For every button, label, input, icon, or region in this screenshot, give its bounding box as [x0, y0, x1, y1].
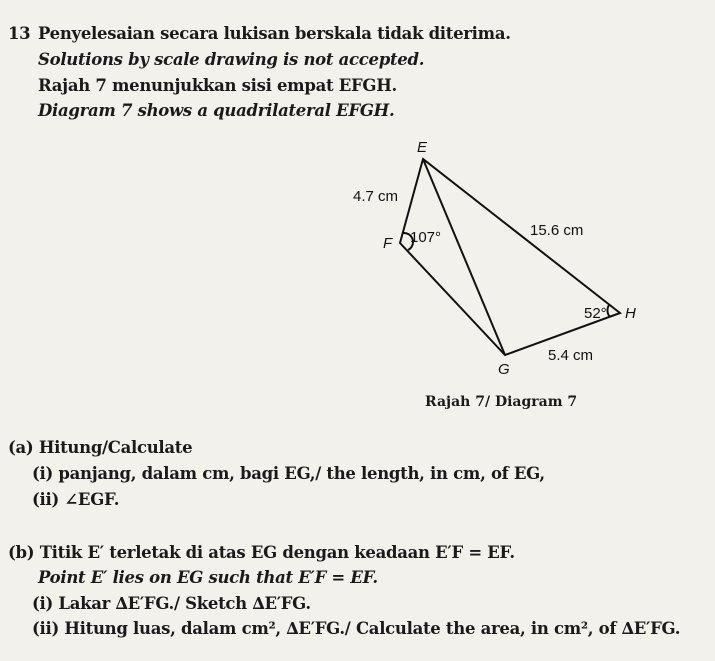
part-b-i: (i) Lakar ∆E′FG./ Sketch ∆E′FG. [32, 594, 311, 613]
vertex-f: F [383, 235, 393, 252]
angle-h-arc [607, 305, 610, 317]
vertex-g: G [498, 361, 510, 378]
part-a-i: (i) panjang, dalam cm, bagi EG,/ the length, in cm, of EG, [32, 464, 545, 483]
label-gh: 5.4 cm [548, 347, 594, 364]
diagonal-eg [423, 159, 505, 355]
vertex-e: E [417, 139, 428, 156]
label-eh: 15.6 cm [530, 222, 584, 239]
diagram-caption: Rajah 7/ Diagram 7 [425, 394, 578, 410]
part-b-en: Point E′ lies on EG such that E′F = EF. [38, 568, 378, 587]
part-a-ii: (ii) ∠EGF. [32, 490, 120, 509]
label-ef: 4.7 cm [353, 188, 399, 205]
part-a-label: (a) Hitung/Calculate [8, 438, 193, 457]
vertex-h: H [625, 305, 636, 322]
intro-en: Diagram 7 shows a quadrilateral EFGH. [38, 101, 395, 120]
part-b-ii: (ii) Hitung luas, dalam cm², ∆E′FG./ Calculate the area, in cm², of ∆E′FG. [32, 619, 681, 638]
label-angle-f: 107° [410, 229, 442, 246]
quadrilateral-efgh [400, 159, 620, 355]
intro-ms: Rajah 7 menunjukkan sisi empat EFGH. [38, 76, 397, 95]
question-number: 13 [8, 24, 31, 43]
instruction-en: Solutions by scale drawing is not accepted. [38, 50, 425, 69]
instruction-ms: Penyelesaian secara lukisan berskala tidak diterima. [38, 24, 511, 43]
part-b-label: (b) Titik E′ terletak di atas EG dengan keadaan E′F = EF. [8, 543, 515, 562]
label-angle-h: 52° [584, 305, 607, 322]
